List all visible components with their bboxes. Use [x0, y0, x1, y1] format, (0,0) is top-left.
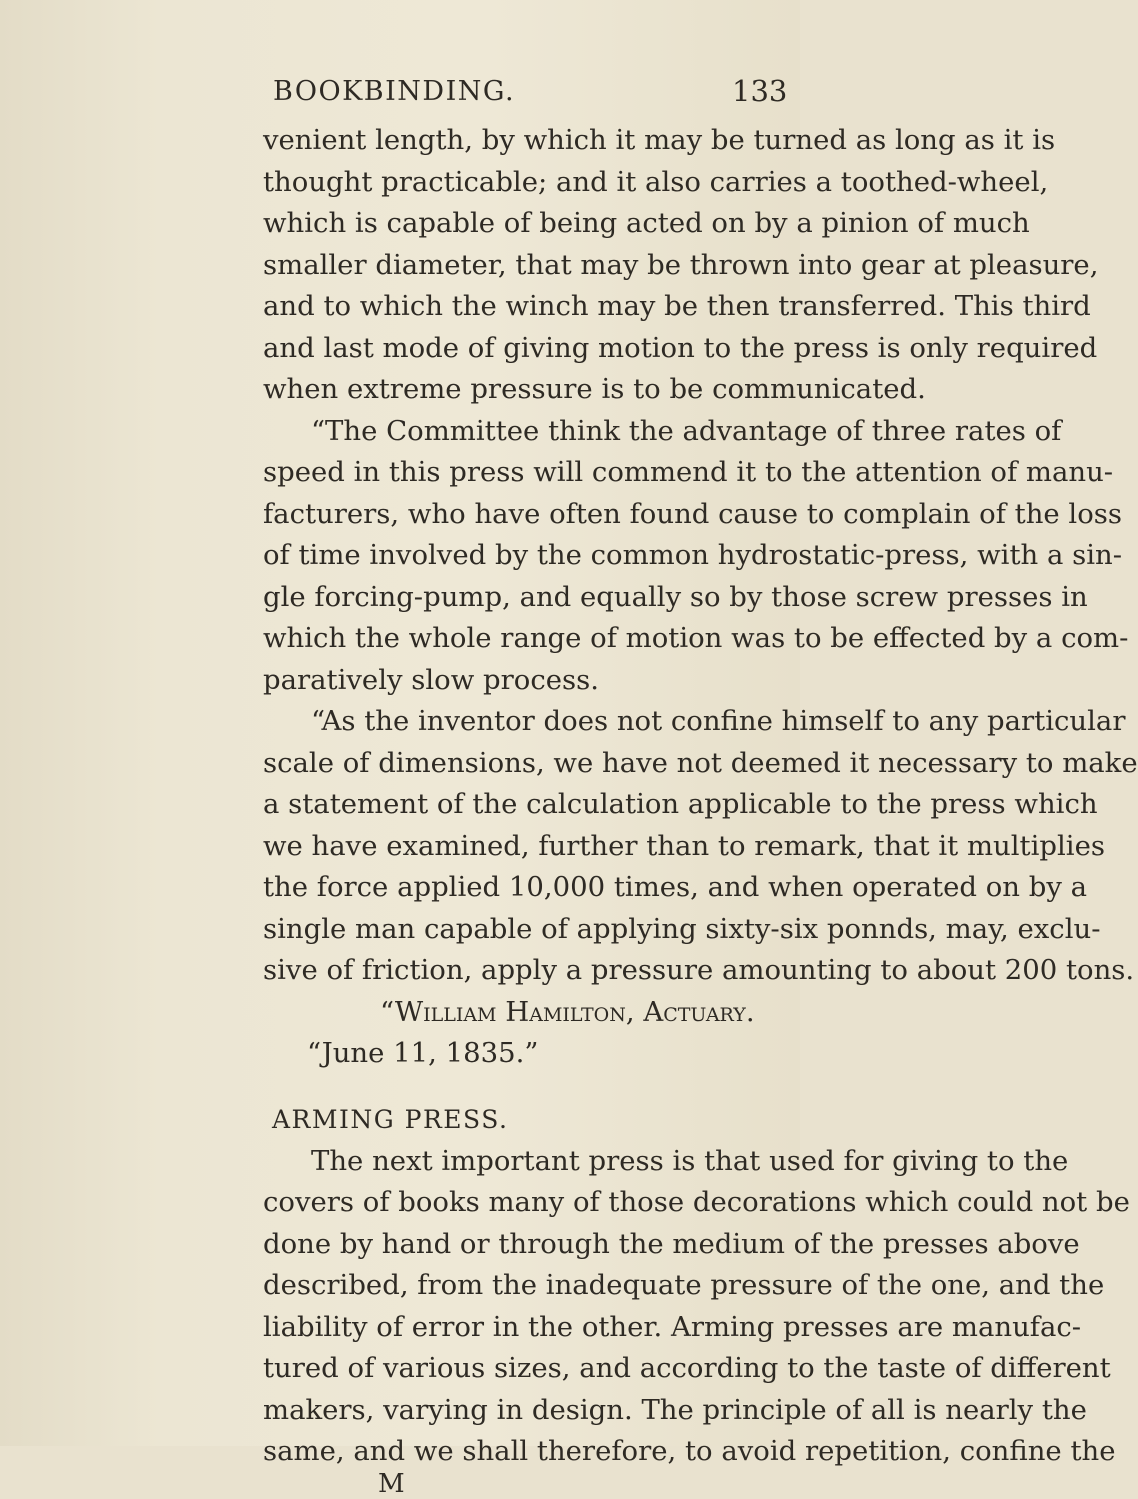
page-number: 133	[732, 74, 788, 108]
text-line: done by hand or through the medium of the presses above	[263, 1227, 1080, 1260]
text-line: scale of dimensions, we have not deemed it necessary to make	[263, 746, 1138, 779]
text-line: single man capable of applying sixty-six ponnds, may, exclu-	[263, 912, 1101, 945]
text-line: of time involved by the common hydrostatic-press, with a sin-	[263, 539, 1123, 571]
text-line: and last mode of giving motion to the press is only required	[263, 331, 1098, 364]
text-line: The next important press is that used for giving to the	[311, 1144, 1069, 1177]
text-line: a statement of the calculation applicable to the press which	[263, 788, 1098, 820]
text-line: sive of friction, apply a pressure amounting to about 200 tons.	[263, 954, 1135, 986]
text-line: and to which the winch may be then transferred. This third	[263, 290, 1091, 322]
text-line: liability of error in the other. Arming presses are manufac-	[263, 1310, 1082, 1343]
text-line: “As the inventor does not confine himself to any particular	[311, 705, 1126, 737]
signature-date: “June 11, 1835.”	[307, 1037, 539, 1069]
text-line: described, from the inadequate pressure of the one, and the	[263, 1269, 1105, 1302]
section-heading: ARMING PRESS.	[272, 1105, 509, 1135]
text-line: thought practicable; and it also carries a toothed-wheel,	[263, 165, 1049, 198]
text-line: same, and we shall therefore, to avoid repetition, confine the	[263, 1435, 1116, 1468]
text-line: gle forcing-pump, and equally so by those screw presses in	[263, 580, 1088, 613]
text-line: smaller diameter, that may be thrown into gear at pleasure,	[263, 248, 1099, 281]
signature-name: “William Hamilton, Actuary.	[380, 995, 755, 1028]
signature-mark: M	[378, 1468, 405, 1499]
text-line: “The Committee think the advantage of three rates of	[311, 414, 1062, 447]
text-line: speed in this press will commend it to the attention of manu-	[263, 456, 1114, 488]
text-line: covers of books many of those decorations which could not be	[263, 1186, 1130, 1219]
text-line: we have examined, further than to remark, that it multiplies	[263, 829, 1105, 862]
running-head: BOOKBINDING.	[273, 76, 516, 107]
text-line: facturers, who have often found cause to complain of the loss	[263, 497, 1123, 530]
text-line: which is capable of being acted on by a pinion of much	[263, 207, 1030, 239]
text-line: tured of various sizes, and according to the taste of different	[263, 1352, 1111, 1385]
text-line: paratively slow process.	[263, 663, 599, 696]
text-line: the force applied 10,000 times, and when operated on by a	[263, 871, 1088, 903]
text-line: venient length, by which it may be turned as long as it is	[263, 124, 1056, 156]
text-line: when extreme pressure is to be communicated.	[263, 373, 926, 405]
page-header	[0, 72, 800, 112]
text-line: makers, varying in design. The principle of all is nearly the	[263, 1393, 1087, 1426]
text-line: which the whole range of motion was to be effected by a com-	[263, 622, 1129, 654]
